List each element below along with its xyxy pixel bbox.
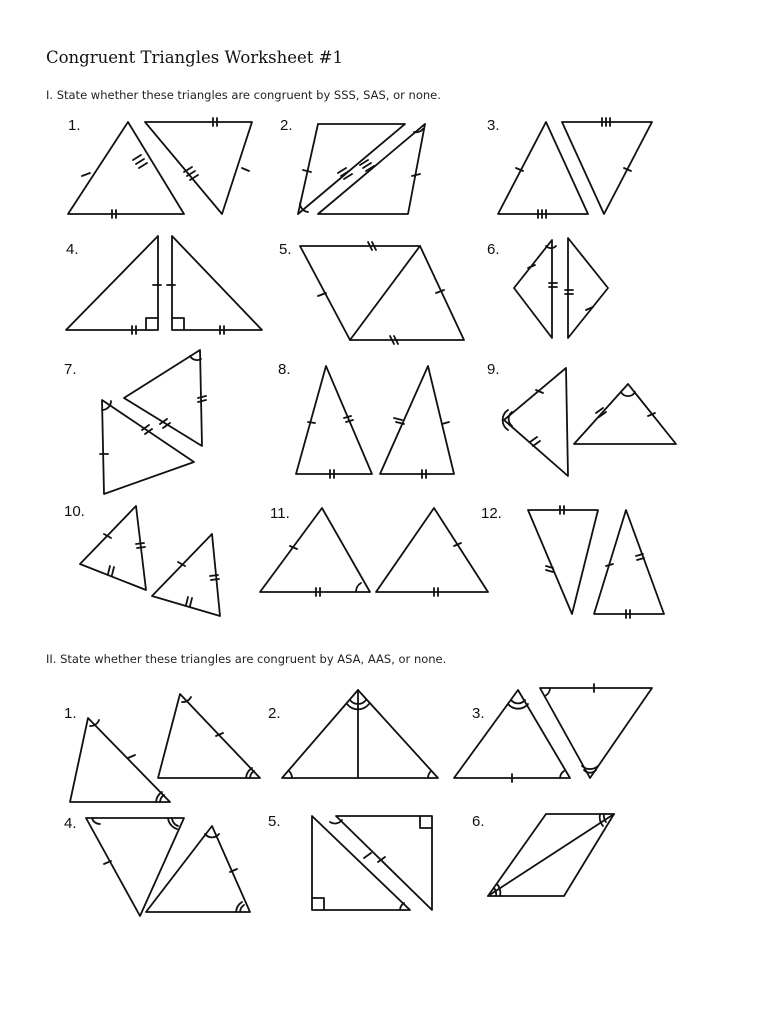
p1-figure-4 [66, 236, 262, 334]
p1-label-10: 10. [64, 503, 85, 520]
p1-label-7: 7. [64, 361, 77, 378]
p1-label-6: 6. [487, 241, 500, 258]
p1-label-9: 9. [487, 361, 500, 378]
p1-figure-5 [300, 242, 464, 344]
p1-figure-8 [296, 366, 454, 478]
p2-label-6: 6. [472, 813, 485, 830]
p1-label-8: 8. [278, 361, 291, 378]
p2-figure-6 [488, 814, 614, 896]
p1-figure-6 [514, 238, 608, 338]
p1-figure-10 [80, 506, 220, 616]
p1-label-2: 2. [280, 117, 293, 134]
p1-label-11: 11. [270, 505, 290, 522]
p2-figure-5 [312, 816, 432, 910]
p2-label-2: 2. [268, 705, 281, 722]
part2-instruction: II. State whether these triangles are congruent by ASA, AAS, or none. [46, 652, 447, 666]
p1-label-5: 5. [279, 241, 292, 258]
p2-label-4: 4. [64, 815, 77, 832]
p1-figure-9 [503, 368, 676, 476]
part1-instruction: I. State whether these triangles are congruent by SSS, SAS, or none. [46, 88, 441, 102]
p2-figure-2 [282, 690, 438, 778]
p2-label-1: 1. [64, 705, 77, 722]
p1-label-12: 12. [481, 505, 502, 522]
p2-figure-1 [70, 694, 260, 802]
p2-label-3: 3. [472, 705, 485, 722]
p2-figure-3 [454, 684, 652, 782]
p1-figure-12 [528, 506, 664, 618]
p1-label-4: 4. [66, 241, 79, 258]
p1-figure-7 [100, 350, 206, 494]
p1-figure-1 [68, 118, 252, 218]
p1-figure-2 [298, 124, 425, 214]
p2-figure-4 [86, 818, 250, 916]
p1-figure-11 [260, 508, 488, 596]
p2-label-5: 5. [268, 813, 281, 830]
p1-figure-3 [498, 118, 652, 218]
p1-label-1: 1. [68, 117, 81, 134]
worksheet-title: Congruent Triangles Worksheet #1 [46, 48, 343, 67]
p1-label-3: 3. [487, 117, 500, 134]
